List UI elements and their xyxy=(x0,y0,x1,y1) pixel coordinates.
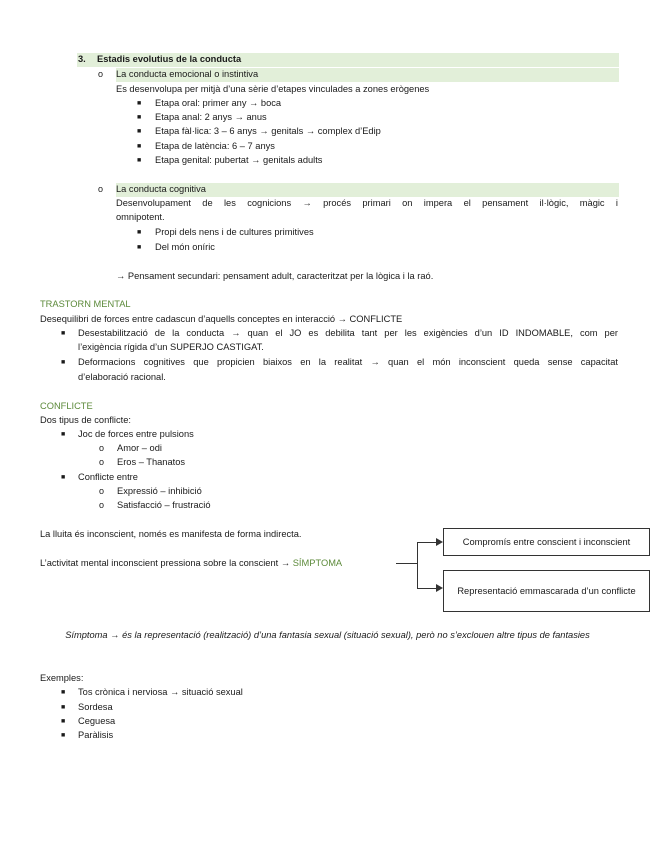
conflicte-intro: Dos tipus de conflicte: xyxy=(40,415,131,425)
square-bullet-icon: ■ xyxy=(137,157,142,164)
square-bullet-icon: ■ xyxy=(61,732,66,739)
trastorn-heading: TRASTORN MENTAL xyxy=(40,299,131,309)
cognitive-title-bar xyxy=(116,183,619,197)
stage-genital: Etapa genital: pubertat → genitals adults xyxy=(155,155,323,165)
emotional-title: La conducta emocional o instintiva xyxy=(116,69,259,79)
square-bullet-icon: ■ xyxy=(137,114,142,121)
arrow-right-icon xyxy=(436,538,443,546)
section-number: 3. xyxy=(78,54,86,64)
exemples-heading: Exemples: xyxy=(40,673,84,683)
circle-bullet-icon: o xyxy=(98,184,104,194)
square-bullet-icon: ■ xyxy=(61,431,66,438)
lluita-text: La lluita és inconscient, només es manifesta de forma indirecta. xyxy=(40,529,302,539)
activitat-label: L’activitat mental inconscient pressiona sobre la conscient → xyxy=(40,558,291,568)
connector-vertical xyxy=(417,542,418,589)
square-bullet-icon: ■ xyxy=(137,143,142,150)
stage-anal: Etapa anal: 2 anys → anus xyxy=(155,112,267,122)
circle-bullet-icon: o xyxy=(99,443,105,453)
square-bullet-icon: ■ xyxy=(61,474,66,481)
entre-item-expressio: Expressió – inhibició xyxy=(117,486,202,496)
trastorn-bullet2-line2: d’elaboració racional. xyxy=(78,372,166,382)
section-3-heading xyxy=(77,53,619,67)
stage-fallica: Etapa fàl·lica: 3 – 6 anys → genitals → complex d’Edip xyxy=(155,126,381,136)
conflicte-entre: Conflicte entre xyxy=(78,472,138,482)
stage-oral: Etapa oral: primer any → boca xyxy=(155,98,282,108)
simptoma-definition: Símptoma → és la representació (realització) d’una fantasia sexual (situació sexual), però no s’exclouen altre tipus de fantasies xyxy=(65,630,590,640)
square-bullet-icon: ■ xyxy=(137,128,142,135)
exemple-ceguesa: Ceguesa xyxy=(78,716,116,726)
square-bullet-icon: ■ xyxy=(137,229,142,236)
trastorn-bullet2-line1: Deformacions cognitives que propicien biaixos en la realitat → quan el món inconscient queda sense capacitat xyxy=(78,357,618,367)
joc-item-eros: Eros – Thanatos xyxy=(117,457,186,467)
cognitive-item-oniric: Del món oníric xyxy=(155,242,215,252)
activitat-text xyxy=(40,557,342,570)
trastorn-bullet1-line2: l’exigència rígida d’un SUPERJO CASTIGAT. xyxy=(78,342,264,352)
arrow-right-icon xyxy=(436,584,443,592)
secondary-thought: → Pensament secundari: pensament adult, caracteritzat per la lògica i la raó. xyxy=(116,271,434,281)
square-bullet-icon: ■ xyxy=(61,330,66,337)
circle-bullet-icon: o xyxy=(99,500,105,510)
square-bullet-icon: ■ xyxy=(137,100,142,107)
exemple-tos: Tos crònica i nerviosa → situació sexual xyxy=(78,687,243,697)
cognitive-title: La conducta cognitiva xyxy=(116,184,206,194)
emotional-title-bar xyxy=(116,68,619,82)
connector-horizontal xyxy=(396,563,418,564)
exemple-sordesa: Sordesa xyxy=(78,702,113,712)
square-bullet-icon: ■ xyxy=(61,718,66,725)
section-title: Estadis evolutius de la conducta xyxy=(97,54,242,64)
entre-item-satisfaccio: Satisfacció – frustració xyxy=(117,500,211,510)
stage-latencia: Etapa de latència: 6 – 7 anys xyxy=(155,141,275,151)
emotional-desc: Es desenvolupa per mitjà d’una sèrie d’etapes vinculades a zones erògenes xyxy=(116,84,430,94)
connector-bottom-branch xyxy=(417,588,437,589)
cognitive-desc-line2: omnipotent. xyxy=(116,212,165,222)
conflicte-heading: CONFLICTE xyxy=(40,401,93,411)
square-bullet-icon: ■ xyxy=(61,359,66,366)
compromis-box: Compromís entre conscient i inconscient xyxy=(443,528,650,556)
circle-bullet-icon: o xyxy=(98,69,104,79)
trastorn-bullet1-line1: Desestabilització de la conducta → quan el JO es debilita tant per les exigències d’un ID INDOMABLE, com per xyxy=(78,328,618,338)
representacio-box: Representació emmascarada d’un conflicte xyxy=(443,570,650,612)
circle-bullet-icon: o xyxy=(99,486,105,496)
square-bullet-icon: ■ xyxy=(137,244,142,251)
joc-item-amor: Amor – odi xyxy=(117,443,162,453)
circle-bullet-icon: o xyxy=(99,457,105,467)
square-bullet-icon: ■ xyxy=(61,689,66,696)
conflicte-joc: Joc de forces entre pulsions xyxy=(78,429,194,439)
connector-top-branch xyxy=(417,542,437,543)
exemple-paralisis: Paràlisis xyxy=(78,730,114,740)
square-bullet-icon: ■ xyxy=(61,704,66,711)
trastorn-intro: Desequilibri de forces entre cadascun d’aquells conceptes en interacció → CONFLICTE xyxy=(40,314,403,324)
simptoma-label: SÍMPTOMA xyxy=(292,558,343,568)
cognitive-item-primitive: Propi dels nens i de cultures primitives xyxy=(155,227,314,237)
cognitive-desc-line1: Desenvolupament de les cognicions → procés primari on impera el pensament il·lògic, màgic i xyxy=(116,198,618,208)
